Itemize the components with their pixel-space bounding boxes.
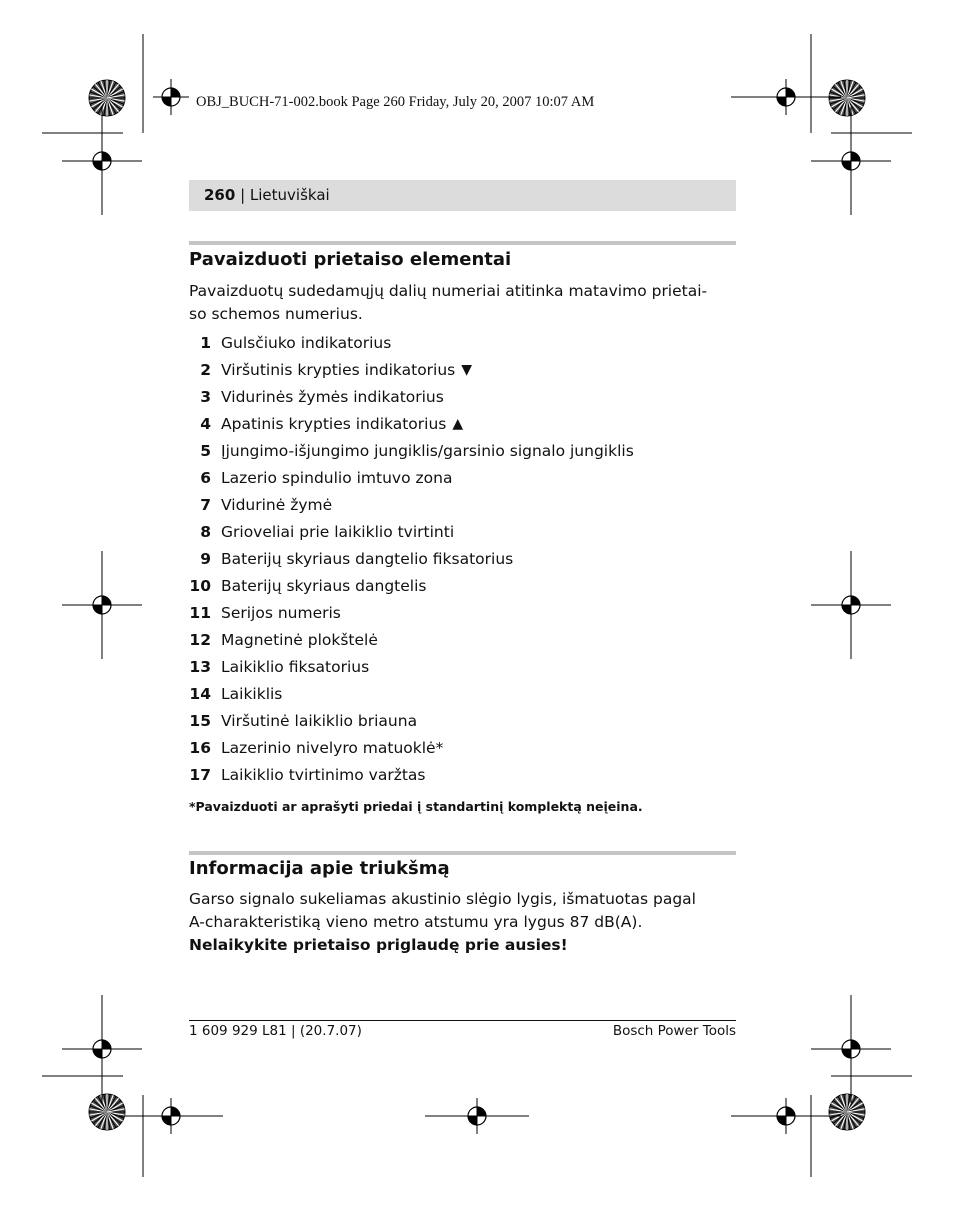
item-number: 3 <box>200 388 211 406</box>
item-label: Vidurinė žymė <box>221 496 333 514</box>
list-item <box>189 575 634 602</box>
list-item <box>189 548 634 575</box>
item-label: Serijos numeris <box>221 604 341 622</box>
item-label: Laikiklis <box>221 685 283 703</box>
triangle-down-icon: ▼ <box>461 362 473 378</box>
item-label: Laikiklio tvirtinimo varžtas <box>221 766 426 784</box>
item-number: 11 <box>189 604 211 622</box>
item-label: Vidurinės žymės indikatorius <box>221 388 444 406</box>
list-item <box>189 494 634 521</box>
components-intro <box>189 280 749 326</box>
registration-starburst <box>829 80 865 116</box>
registration-starburst <box>829 1094 865 1130</box>
noise-line: Garso signalo sukeliamas akustinio slėgio lygis, išmatuotas pagal <box>189 890 696 908</box>
crosshair-mark <box>62 107 142 215</box>
list-item <box>189 359 634 386</box>
header-separator: | <box>235 186 250 204</box>
triangle-up-icon: ▲ <box>452 416 464 432</box>
page-number: 260 <box>204 186 236 204</box>
item-number: 2 <box>200 361 211 379</box>
item-label: Magnetinė plokštelė <box>221 631 378 649</box>
list-item <box>189 710 634 737</box>
noise-info <box>189 888 749 957</box>
item-number: 9 <box>200 550 211 568</box>
footnote: *Pavaizduoti ar aprašyti priedai į standartinį komplektą neįeina. <box>189 799 643 814</box>
list-item <box>189 467 634 494</box>
crosshair-mark <box>811 995 891 1103</box>
item-number: 13 <box>189 658 211 676</box>
list-item <box>189 656 634 683</box>
section-title-noise: Informacija apie triukšmą <box>189 858 450 879</box>
item-number: 5 <box>200 442 211 460</box>
item-label: Viršutinis krypties indikatorius <box>221 361 456 379</box>
item-label: Baterijų skyriaus dangtelis <box>221 577 427 595</box>
list-item <box>189 764 634 791</box>
list-item <box>189 629 634 656</box>
crosshair-mark <box>811 107 891 215</box>
components-list <box>189 332 634 791</box>
item-label: Apatinis krypties indikatorius <box>221 415 447 433</box>
crosshair-mark <box>425 1098 529 1134</box>
footer-doc-number: 1 609 929 L81 | (20.7.07) <box>189 1023 362 1039</box>
item-label: Lazerinio nivelyro matuoklė* <box>221 739 444 757</box>
item-label: Gulsčiuko indikatorius <box>221 334 392 352</box>
footer-rule <box>189 1020 736 1021</box>
list-item <box>189 332 634 359</box>
section-rule <box>189 241 736 245</box>
list-item <box>189 440 634 467</box>
item-number: 10 <box>189 577 211 595</box>
item-number: 1 <box>200 334 211 352</box>
noise-warning: Nelaikykite prietaiso priglaudę prie ausies! <box>189 936 568 954</box>
intro-line: Pavaizduotų sudedamųjų dalių numeriai atitinka matavimo prietai- <box>189 282 708 300</box>
section-title-components: Pavaizduoti prietaiso elementai <box>189 249 512 270</box>
header-text <box>204 186 330 204</box>
print-slug: OBJ_BUCH-71-002.book Page 260 Friday, July 20, 2007 10:07 AM <box>196 94 595 110</box>
list-item <box>189 413 634 440</box>
list-item <box>189 683 634 710</box>
crosshair-mark <box>62 551 142 659</box>
noise-line: A-charakteristiką vieno metro atstumu yra lygus 87 dB(A). <box>189 913 643 931</box>
list-item <box>189 737 634 764</box>
crosshair-mark <box>153 79 189 115</box>
item-label: Baterijų skyriaus dangtelio fiksatorius <box>221 550 514 568</box>
list-item <box>189 386 634 413</box>
crosshair-mark <box>119 1098 223 1134</box>
list-item <box>189 521 634 548</box>
item-label: Grioveliai prie laikiklio tvirtinti <box>221 523 455 541</box>
header-language: Lietuviškai <box>249 186 330 204</box>
footer-brand: Bosch Power Tools <box>612 1023 736 1039</box>
intro-line: so schemos numerius. <box>189 305 363 323</box>
page-header <box>189 180 736 211</box>
crosshair-mark <box>62 995 142 1103</box>
item-number: 14 <box>189 685 211 703</box>
registration-starburst <box>89 1094 125 1130</box>
item-label: Įjungimo-išjungimo jungiklis/garsinio signalo jungiklis <box>221 442 634 460</box>
item-number: 17 <box>189 766 211 784</box>
crosshair-mark <box>731 79 841 115</box>
item-number: 4 <box>200 415 211 433</box>
crosshair-mark <box>811 551 891 659</box>
item-number: 16 <box>189 739 211 757</box>
item-number: 8 <box>200 523 211 541</box>
item-number: 6 <box>200 469 211 487</box>
item-label: Laikiklio fiksatorius <box>221 658 370 676</box>
item-number: 12 <box>189 631 211 649</box>
item-number: 15 <box>189 712 211 730</box>
section-rule <box>189 851 736 855</box>
item-number: 7 <box>200 496 211 514</box>
crosshair-mark <box>731 1098 841 1134</box>
item-label: Lazerio spindulio imtuvo zona <box>221 469 453 487</box>
list-item <box>189 602 634 629</box>
registration-starburst <box>89 80 125 116</box>
item-label: Viršutinė laikiklio briauna <box>221 712 418 730</box>
